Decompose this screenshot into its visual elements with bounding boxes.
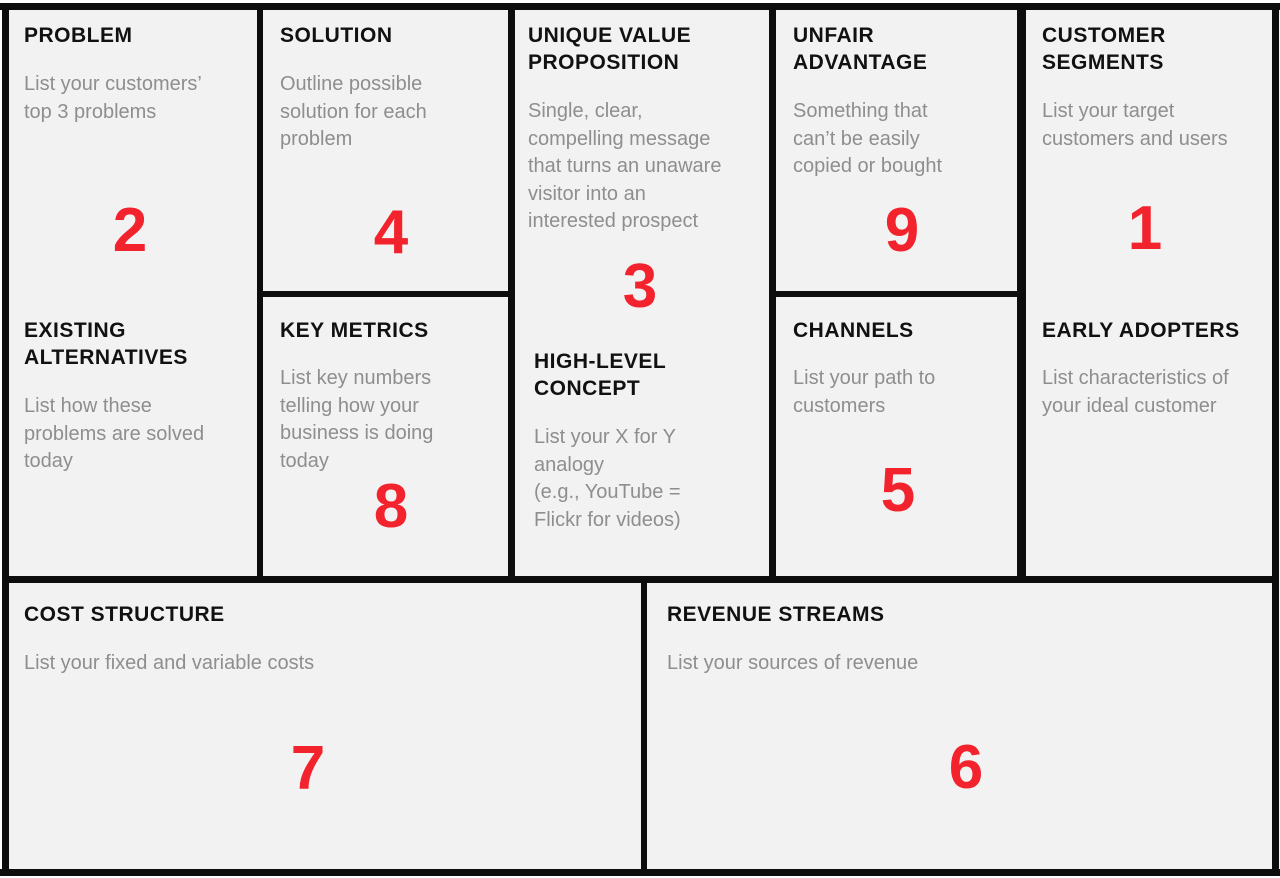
early-adopters-heading: EARLY ADOPTERS	[1042, 319, 1240, 342]
channels-heading: CHANNELS	[793, 319, 914, 342]
border-left	[2, 3, 9, 876]
problem-heading: PROBLEM	[24, 24, 133, 47]
high-level-concept-heading: HIGH-LEVEL CONCEPT	[534, 350, 667, 400]
divider-cost-revenue	[641, 579, 647, 873]
existing-alternatives-description: List how these problems are solved today	[24, 395, 205, 472]
key-metrics-heading: KEY METRICS	[280, 319, 429, 342]
existing-alternatives-heading: EXISTING ALTERNATIVES	[24, 319, 188, 369]
unique-value-proposition-heading: UNIQUE VALUE PROPOSITION	[528, 24, 692, 74]
customer-segments-step-number: 1	[1127, 194, 1163, 263]
unique-value-proposition-step-number: 3	[622, 252, 658, 321]
key-metrics-step-number: 8	[373, 472, 409, 541]
solution-step-number: 4	[373, 198, 409, 267]
border-top	[0, 3, 1280, 10]
divider-advantage-channels	[772, 291, 1022, 297]
revenue-streams-step-number: 6	[948, 733, 984, 802]
channels-step-number: 5	[880, 456, 916, 525]
revenue-streams-heading: REVENUE STREAMS	[667, 603, 885, 626]
cost-structure-step-number: 7	[290, 734, 326, 803]
early-adopters-description: List characteristics of your ideal customer	[1042, 367, 1229, 417]
channels-description: List your path to customers	[793, 367, 936, 417]
customer-segments-heading: CUSTOMER SEGMENTS	[1042, 24, 1166, 74]
key-metrics-description: List key numbers telling how your business is doing today	[280, 367, 434, 472]
high-level-concept-description: List your X for Y analogy (e.g., YouTube = Flickr for videos)	[534, 426, 681, 531]
problem-description: List your customers’ top 3 problems	[24, 73, 202, 123]
unfair-advantage-description: Something that can’t be easily copied or bought	[793, 100, 943, 177]
cost-structure-heading: COST STRUCTURE	[24, 603, 225, 626]
problem-step-number: 2	[112, 196, 148, 265]
border-right	[1272, 3, 1279, 876]
customer-segments-description: List your target customers and users	[1042, 100, 1228, 150]
customer-segments-cell	[1026, 10, 1272, 576]
unique-value-proposition-description: Single, clear, compelling message that turns an unaware visitor into an interested prospect	[528, 100, 722, 232]
revenue-streams-description: List your sources of revenue	[667, 652, 919, 674]
solution-description: Outline possible solution for each problem	[280, 73, 427, 150]
solution-heading: SOLUTION	[280, 24, 393, 47]
cost-structure-description: List your fixed and variable costs	[24, 652, 315, 674]
unfair-advantage-step-number: 9	[884, 196, 920, 265]
divider-solution-metrics	[260, 291, 512, 297]
border-bottom	[0, 869, 1280, 876]
unfair-advantage-heading: UNFAIR ADVANTAGE	[793, 24, 928, 74]
